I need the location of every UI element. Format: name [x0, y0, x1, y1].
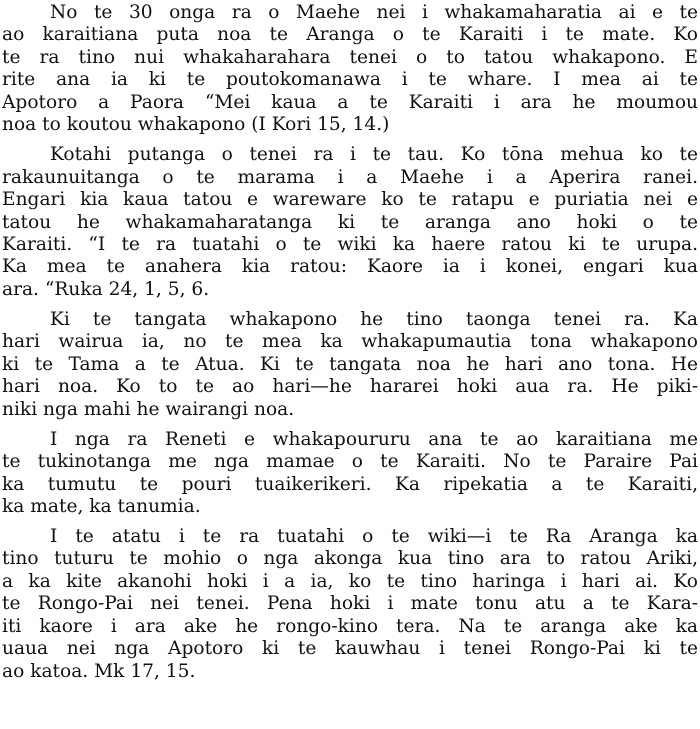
text-line: ao karaitiana puta noa te Aranga o te Karaiti i te mate. Ko [2, 24, 698, 46]
text-line: Ki te tangata whakapono he tino taonga tenei ra. Ka [50, 308, 698, 330]
text-line: rakaunuitanga o te marama i a Maehe i a Aperira ranei. [2, 166, 698, 188]
text-line: rite ana ia ki te poutokomanawa i te whare. I mea ai te [2, 69, 698, 91]
text-line: ara. “Ruka 24, 1, 5, 6. [2, 278, 210, 300]
text-line: uaua nei nga Apotoro ki te kauwhau i tenei Rongo-Pai ki te [2, 638, 698, 660]
text-line: te ra tino nui whakaharahara tenei o to tatou whakapono. E [2, 46, 698, 68]
text-line: ka tumutu te pouri tuaikerikeri. Ka ripekatia a te Karaiti, [2, 473, 698, 495]
text-line: I te atatu i te ra tuatahi o te wiki—i te Ra Aranga ka [50, 525, 698, 547]
text-line: ka mate, ka tanumia. [2, 496, 201, 518]
text-line: No te 30 onga ra o Maehe nei i whakamaharatia ai e te [50, 2, 698, 23]
text-line: hari noa. Ko to te ao hari—he hararei hoki aua ra. He piki- [2, 376, 698, 398]
text-line: te tukinotanga me nga mamae o te Karaiti. No te Paraire Pai [2, 451, 698, 473]
paragraph-resurrection-morning [2, 526, 698, 683]
text-line: Kotahi putanga o tenei ra i te tau. Ko tōna mehua ko te [50, 144, 698, 166]
text-line: Apotoro a Paora “Mei kaua a te Karaiti i ara he moumou [2, 91, 698, 113]
text-line: noa to koutou whakapono (I Kori 15, 14.) [2, 114, 390, 136]
text-line: hari wairua ia, no te mea ka whakapumautia tona whakapono [2, 331, 698, 353]
text-line: tino tuturu te mohio o nga akonga kua tino ara to ratou Ariki, [2, 548, 698, 570]
text-line: a ka kite akanohi hoki i a ia, ko te tino haringa i hari ai. Ko [2, 570, 698, 592]
text-line: te Rongo-Pai nei tenei. Pena hoki i mate tonu atu a te Kara- [2, 593, 698, 615]
paragraph-lent [2, 429, 698, 519]
paragraph-easter-timing [2, 144, 698, 301]
text-line: tatou he whakamaharatanga ki te aranga ano hoki o te [2, 211, 698, 233]
text-line: I nga ra Reneti e whakapoururu ana te ao karaitiana me [50, 428, 698, 450]
text-line: Ka mea te anahera kia ratou: Kaore ia i konei, engari kua [2, 256, 698, 278]
text-line: ki te Tama a te Atua. Ki te tangata noa he hari ano tona. He [2, 353, 698, 375]
paragraph-easter-date [2, 2, 698, 137]
paragraph-believer-joy [2, 309, 698, 421]
text-line: ao katoa. Mk 17, 15. [2, 660, 196, 682]
text-line: niki nga mahi he wairangi noa. [2, 398, 295, 420]
text-line: iti kaore i ara ake he rongo-kino tera. Na te aranga ake ka [2, 615, 698, 637]
text-line: Engari kia kaua tatou e wareware ko te ratapu e puriatia nei e [2, 189, 698, 211]
text-line: Karaiti. “I te ra tuatahi o te wiki ka haere ratou ki te urupa. [2, 234, 698, 256]
